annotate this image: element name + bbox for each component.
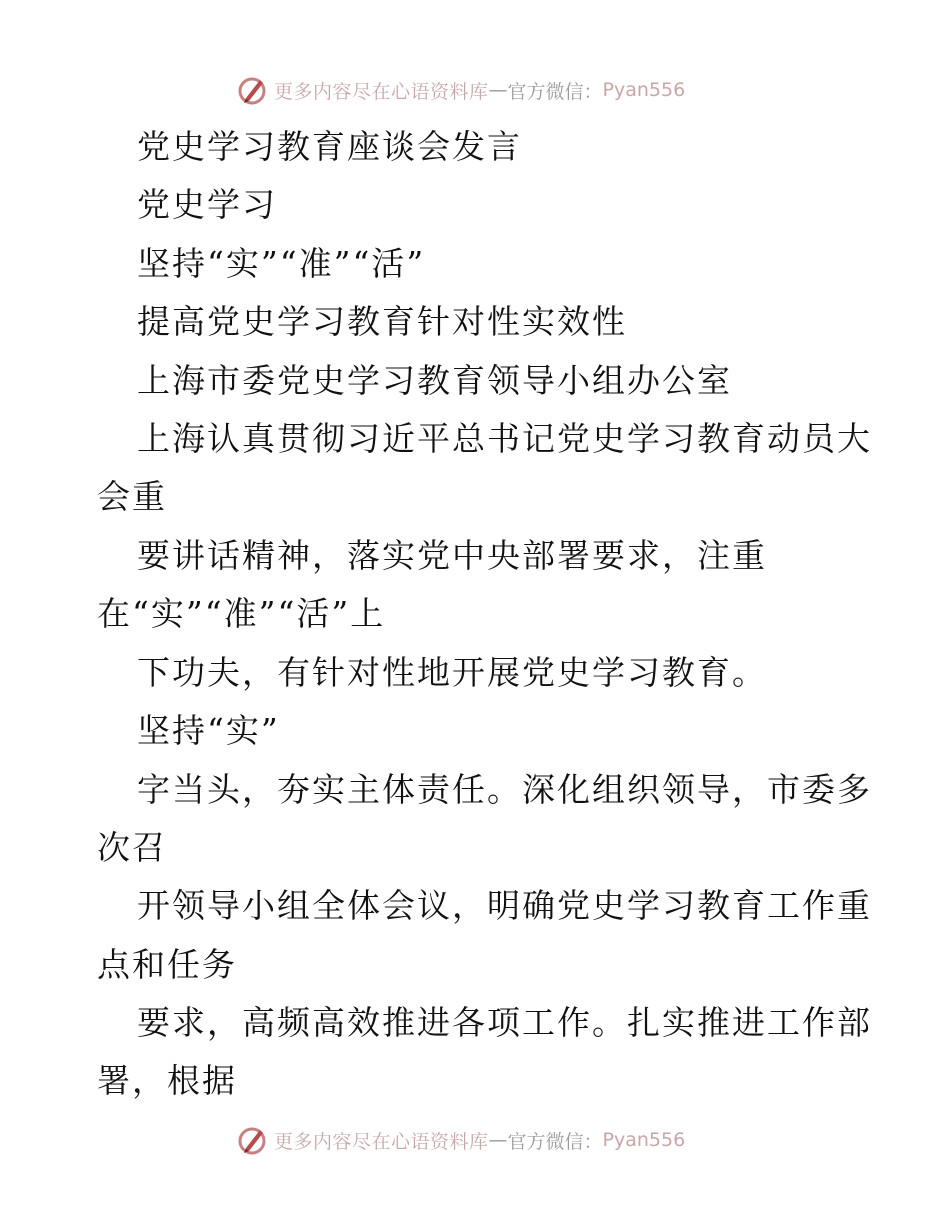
text-line: 要讲话精神，落实党中央部署要求，注重 <box>137 536 767 575</box>
text-line: 提高党史学习教育针对性实效性 <box>137 302 627 341</box>
text-line: 坚持“实” <box>137 711 280 750</box>
text-line: 上海认真贯彻习近平总书记党史学习教育动员大 <box>137 419 872 458</box>
text-line: 上海市委党史学习教育领导小组办公室 <box>137 361 732 400</box>
text-line: 字当头，夯实主体责任。深化组织领导，市委多 <box>137 770 872 809</box>
text-line: 下功夫，有针对性地开展党史学习教育。 <box>137 653 767 692</box>
watermark-wechat-id: Pyan556 <box>602 1129 686 1151</box>
watermark-label: 官方微信： <box>507 80 603 103</box>
footer-watermark <box>236 1122 685 1158</box>
watermark-main-text: 更多内容尽在心语资料库 <box>274 1130 489 1153</box>
watermark-label: 官方微信： <box>507 1130 603 1153</box>
text-line: 党史学习教育座谈会发言 <box>137 127 522 166</box>
watermark-dash: — <box>488 1129 508 1151</box>
header-watermark <box>236 72 685 108</box>
watermark-wechat-id: Pyan556 <box>602 79 686 101</box>
text-line: 开领导小组全体会议，明确党史学习教育工作重 <box>137 886 872 925</box>
watermark-main-text: 更多内容尽在心语资料库 <box>274 80 489 103</box>
text-line: 党史学习 <box>137 185 277 224</box>
pen-logo-icon <box>236 74 268 106</box>
text-line: 坚持“实”“准”“活” <box>137 244 426 283</box>
text-line: 次召 <box>97 828 167 867</box>
watermark-dash: — <box>488 79 508 101</box>
text-line: 署，根据 <box>97 1061 237 1100</box>
pen-logo-icon <box>236 1124 268 1156</box>
text-line: 在“实”“准”“活”上 <box>97 594 386 633</box>
text-line: 会重 <box>97 477 167 516</box>
text-line: 点和任务 <box>97 945 237 984</box>
text-line: 要求，高频高效推进各项工作。扎实推进工作部 <box>137 1003 872 1042</box>
